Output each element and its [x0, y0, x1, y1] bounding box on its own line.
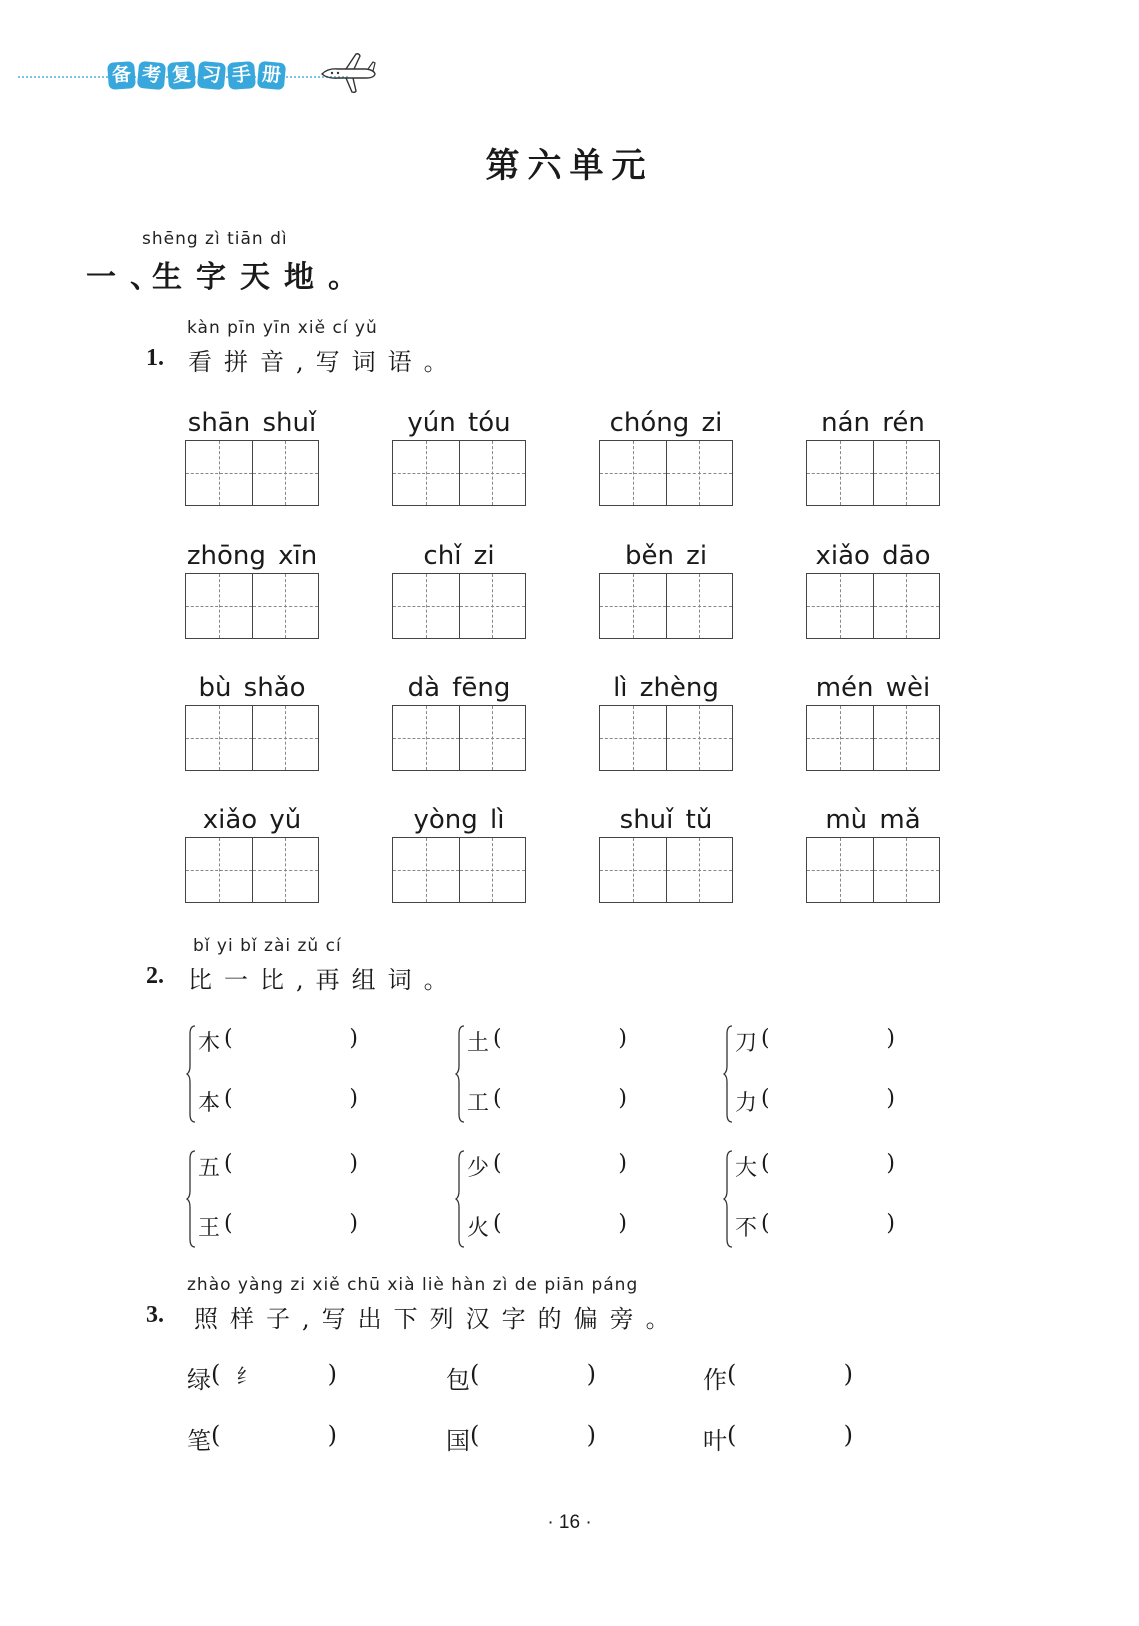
- word-cell: [185, 406, 319, 506]
- writing-boxes[interactable]: [185, 440, 319, 506]
- writing-boxes[interactable]: [185, 837, 319, 903]
- word-pinyin: shān shuǐ: [187, 408, 317, 438]
- paren-open: (: [224, 1211, 233, 1236]
- q3-number: 3.: [146, 1302, 164, 1328]
- paren-open: (: [224, 1151, 233, 1176]
- answer-blank[interactable]: ): [618, 1151, 627, 1176]
- paren-open: (: [493, 1026, 502, 1051]
- char-box[interactable]: [393, 574, 460, 638]
- char-box[interactable]: [667, 838, 733, 902]
- word-cell: [599, 671, 733, 771]
- banner-char: 习: [197, 61, 226, 90]
- char-box[interactable]: [600, 441, 667, 505]
- pair-row: [198, 1151, 358, 1182]
- char-box[interactable]: [667, 441, 733, 505]
- writing-boxes[interactable]: [599, 705, 733, 771]
- word-cell: [185, 671, 319, 771]
- paren-open: (: [761, 1026, 770, 1051]
- paren-open: (: [224, 1026, 233, 1051]
- radical-item: [187, 1421, 337, 1456]
- char-box[interactable]: [460, 574, 526, 638]
- char-box[interactable]: [460, 838, 526, 902]
- pair-row: [467, 1151, 627, 1182]
- page-number: · 16 ·: [547, 1512, 592, 1533]
- paren-close: ): [586, 1360, 596, 1388]
- word-cell: [599, 803, 733, 903]
- paren-open: (: [224, 1086, 233, 1111]
- writing-boxes[interactable]: [599, 573, 733, 639]
- char-box[interactable]: [807, 441, 874, 505]
- radical-char: 笔: [187, 1427, 211, 1455]
- paren-open: (: [211, 1360, 221, 1388]
- writing-boxes[interactable]: [806, 837, 940, 903]
- airplane-icon: [318, 50, 378, 96]
- radical-char: 绿: [187, 1366, 211, 1394]
- pair-char: 木: [198, 1031, 221, 1056]
- paren-close: ): [843, 1360, 853, 1388]
- char-box[interactable]: [874, 838, 940, 902]
- answer-blank[interactable]: ): [886, 1151, 895, 1176]
- pair-char: 刀: [735, 1031, 758, 1056]
- q3-text: 照样子,写出下列汉字的偏旁。: [194, 1305, 682, 1333]
- paren-open: (: [493, 1151, 502, 1176]
- brace-icon: [723, 1149, 733, 1249]
- pair-row: [467, 1086, 627, 1117]
- word-pinyin: xiǎo yǔ: [202, 805, 302, 835]
- answer-blank[interactable]: ): [618, 1211, 627, 1236]
- char-box[interactable]: [600, 574, 667, 638]
- char-box[interactable]: [600, 706, 667, 770]
- word-cell: [185, 803, 319, 903]
- paren-open: (: [470, 1421, 480, 1449]
- banner-char: 备: [107, 61, 136, 90]
- word-cell: [806, 539, 940, 639]
- answer-blank[interactable]: ): [349, 1086, 358, 1111]
- pair-char: 力: [735, 1091, 758, 1116]
- q2-pinyin: bǐ yi bǐ zài zǔ cí: [193, 936, 342, 956]
- pair-row: [735, 1211, 895, 1242]
- section-number: 一、: [86, 260, 174, 295]
- compare-pair: [186, 1024, 356, 1124]
- char-box[interactable]: [253, 838, 319, 902]
- word-cell: [806, 803, 940, 903]
- pair-char: 不: [735, 1216, 758, 1241]
- pair-row: [467, 1026, 627, 1057]
- answer-blank[interactable]: ): [618, 1026, 627, 1051]
- word-cell: [806, 406, 940, 506]
- char-box[interactable]: [460, 441, 526, 505]
- pair-row: [467, 1211, 627, 1242]
- word-cell: [599, 406, 733, 506]
- compare-pair: [723, 1149, 893, 1249]
- word-cell: [392, 671, 526, 771]
- writing-boxes[interactable]: [806, 440, 940, 506]
- word-pinyin: yún tóu: [407, 408, 511, 438]
- answer-blank[interactable]: ): [349, 1026, 358, 1051]
- word-pinyin: shuǐ tǔ: [619, 805, 713, 835]
- word-pinyin: chóng zi: [609, 408, 723, 438]
- section-title: 生字天地。: [152, 260, 372, 295]
- answer-blank[interactable]: ): [349, 1211, 358, 1236]
- answer-blank[interactable]: ): [618, 1086, 627, 1111]
- writing-boxes[interactable]: [806, 705, 940, 771]
- paren-open: (: [761, 1151, 770, 1176]
- char-box[interactable]: [253, 706, 319, 770]
- paren-close: ): [327, 1421, 337, 1449]
- paren-open: (: [727, 1360, 737, 1388]
- word-pinyin: dà fēng: [407, 673, 511, 703]
- radical-item: [446, 1360, 596, 1395]
- paren-open: (: [470, 1360, 480, 1388]
- word-pinyin: zhōng xīn: [186, 541, 318, 571]
- section-pinyin: shēng zì tiān dì: [142, 229, 288, 249]
- radical-item: [446, 1421, 596, 1456]
- pair-char: 火: [467, 1216, 490, 1241]
- radical-item: [703, 1421, 853, 1456]
- writing-boxes[interactable]: [599, 440, 733, 506]
- brace-icon: [455, 1024, 465, 1124]
- writing-boxes[interactable]: [392, 837, 526, 903]
- pair-char: 土: [467, 1031, 490, 1056]
- answer-blank[interactable]: ): [886, 1026, 895, 1051]
- pair-row: [198, 1026, 358, 1057]
- q1-pinyin: kàn pīn yīn xiě cí yǔ: [187, 318, 378, 338]
- brace-icon: [186, 1024, 196, 1124]
- char-box[interactable]: [253, 574, 319, 638]
- word-cell: [392, 539, 526, 639]
- pair-char: 少: [467, 1156, 490, 1181]
- char-box[interactable]: [874, 441, 940, 505]
- word-cell: [392, 406, 526, 506]
- char-box[interactable]: [600, 838, 667, 902]
- brace-icon: [723, 1024, 733, 1124]
- char-box[interactable]: [667, 706, 733, 770]
- char-box[interactable]: [393, 706, 460, 770]
- word-cell: [185, 539, 319, 639]
- radical-item: [703, 1360, 853, 1395]
- word-pinyin: bù shǎo: [198, 673, 306, 703]
- char-box[interactable]: [874, 706, 940, 770]
- char-box[interactable]: [667, 574, 733, 638]
- radical-char: 叶: [703, 1427, 727, 1455]
- compare-pair: [723, 1024, 893, 1124]
- writing-boxes[interactable]: [392, 705, 526, 771]
- pair-char: 五: [198, 1156, 221, 1181]
- paren-open: (: [211, 1421, 221, 1449]
- compare-pair: [186, 1149, 356, 1249]
- q3-pinyin: zhào yàng zi xiě chū xià liè hàn zì de piān páng: [187, 1275, 639, 1295]
- paren-close: ): [586, 1421, 596, 1449]
- paren-open: (: [761, 1211, 770, 1236]
- word-cell: [392, 803, 526, 903]
- radical-answer[interactable]: 纟: [236, 1364, 257, 1388]
- banner-char: 复: [167, 61, 196, 90]
- word-pinyin: lì zhèng: [613, 673, 719, 703]
- pair-row: [735, 1086, 895, 1117]
- radical-char: 国: [446, 1427, 470, 1455]
- pair-char: 工: [467, 1091, 490, 1116]
- writing-boxes[interactable]: [185, 573, 319, 639]
- pair-char: 本: [198, 1091, 221, 1116]
- word-pinyin: běn zi: [624, 541, 708, 571]
- writing-boxes[interactable]: [806, 573, 940, 639]
- paren-open: (: [727, 1421, 737, 1449]
- paren-open: (: [761, 1086, 770, 1111]
- char-box[interactable]: [807, 574, 874, 638]
- char-box[interactable]: [186, 706, 253, 770]
- word-pinyin: yòng lì: [413, 805, 505, 835]
- banner-char: 手: [227, 61, 256, 90]
- char-box[interactable]: [253, 441, 319, 505]
- brace-icon: [455, 1149, 465, 1249]
- writing-boxes[interactable]: [185, 705, 319, 771]
- radical-char: 包: [446, 1366, 470, 1394]
- pair-row: [198, 1086, 358, 1117]
- radical-char: 作: [703, 1366, 727, 1394]
- writing-boxes[interactable]: [392, 440, 526, 506]
- q1-number: 1.: [146, 345, 164, 371]
- answer-blank[interactable]: ): [886, 1211, 895, 1236]
- pair-row: [735, 1151, 895, 1182]
- q2-text: 比一比,再组词。: [188, 966, 460, 994]
- q1-text: 看拼音,写词语。: [188, 348, 460, 376]
- word-cell: [599, 539, 733, 639]
- compare-pair: [455, 1149, 625, 1249]
- answer-blank[interactable]: ): [886, 1086, 895, 1111]
- char-box[interactable]: [186, 441, 253, 505]
- radical-item: [187, 1360, 337, 1395]
- header-banner: [108, 62, 285, 92]
- char-box[interactable]: [807, 838, 874, 902]
- pair-row: [735, 1026, 895, 1057]
- char-box[interactable]: [807, 706, 874, 770]
- pair-row: [198, 1211, 358, 1242]
- word-pinyin: mén wèi: [815, 673, 931, 703]
- pair-char: 王: [198, 1216, 221, 1241]
- pair-char: 大: [735, 1156, 758, 1181]
- paren-open: (: [493, 1211, 502, 1236]
- paren-close: ): [327, 1360, 337, 1388]
- paren-close: ): [843, 1421, 853, 1449]
- char-box[interactable]: [393, 838, 460, 902]
- banner-char: 考: [137, 61, 166, 90]
- word-pinyin: mù mǎ: [825, 805, 921, 835]
- word-pinyin: nán rén: [821, 408, 925, 438]
- writing-boxes[interactable]: [599, 837, 733, 903]
- word-pinyin: xiǎo dāo: [815, 541, 931, 571]
- word-cell: [806, 671, 940, 771]
- banner-char: 册: [257, 61, 286, 90]
- word-pinyin: chǐ zi: [423, 541, 495, 571]
- char-box[interactable]: [186, 574, 253, 638]
- char-box[interactable]: [460, 706, 526, 770]
- char-box[interactable]: [186, 838, 253, 902]
- unit-title: 第六单元: [485, 146, 654, 186]
- char-box[interactable]: [874, 574, 940, 638]
- answer-blank[interactable]: ): [349, 1151, 358, 1176]
- compare-pair: [455, 1024, 625, 1124]
- char-box[interactable]: [393, 441, 460, 505]
- writing-boxes[interactable]: [392, 573, 526, 639]
- paren-open: (: [493, 1086, 502, 1111]
- brace-icon: [186, 1149, 196, 1249]
- q2-number: 2.: [146, 963, 164, 989]
